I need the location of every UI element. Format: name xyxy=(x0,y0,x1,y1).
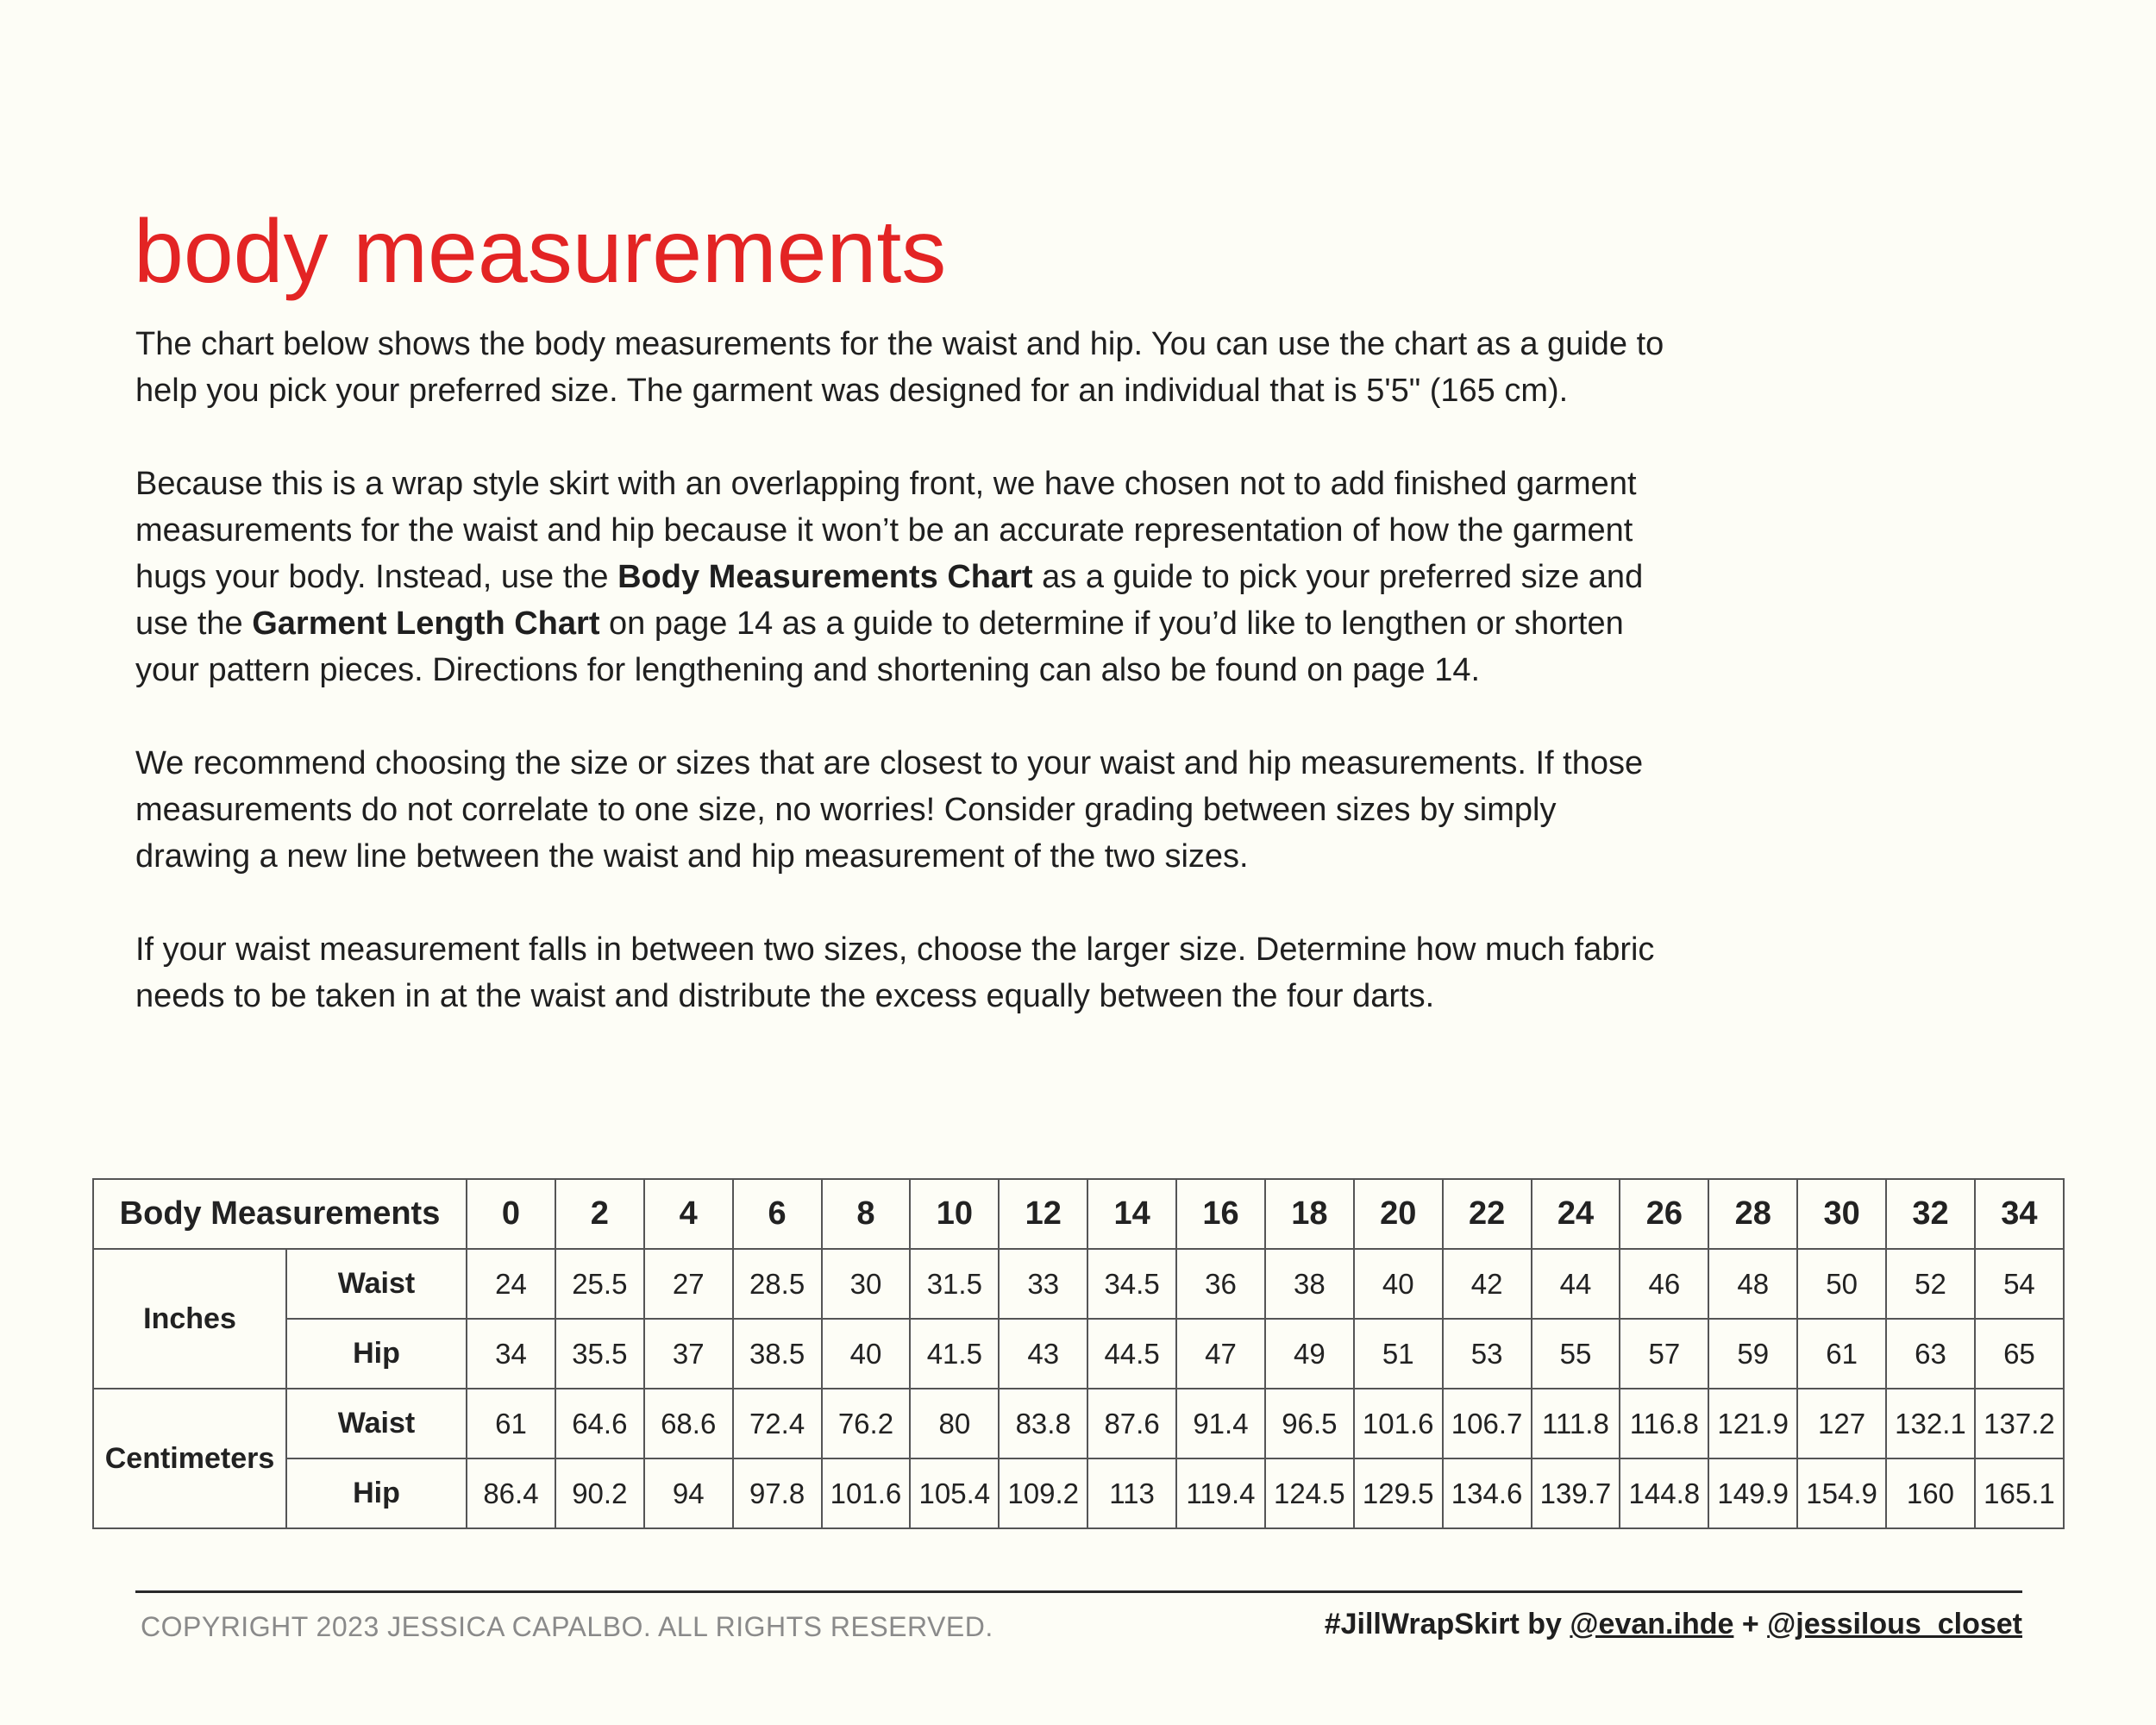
measurement-cell: 52 xyxy=(1886,1249,1975,1319)
measurement-label: Waist xyxy=(286,1389,467,1458)
unit-label: Inches xyxy=(93,1249,286,1389)
table-row xyxy=(93,1389,2064,1458)
measurement-cell: 27 xyxy=(644,1249,733,1319)
measurement-cell: 34 xyxy=(467,1319,555,1389)
measurement-cell: 44 xyxy=(1532,1249,1620,1319)
copyright-notice: COPYRIGHT 2023 JESSICA CAPALBO. ALL RIGHTS RESERVED. xyxy=(141,1611,993,1642)
measurement-cell: 61 xyxy=(1797,1319,1886,1389)
measurement-cell: 54 xyxy=(1975,1249,2064,1319)
measurement-cell: 31.5 xyxy=(910,1249,999,1319)
measurement-cell: 41.5 xyxy=(910,1319,999,1389)
measurement-cell: 25.5 xyxy=(555,1249,644,1319)
measurement-cell: 38 xyxy=(1265,1249,1354,1319)
table-header-label: Body Measurements xyxy=(93,1179,467,1249)
handle-link-jessilous[interactable]: @jessilous_closet xyxy=(1767,1608,2022,1640)
footer-credits xyxy=(1325,1608,2022,1641)
size-header: 18 xyxy=(1265,1179,1354,1249)
measurement-cell: 61 xyxy=(467,1389,555,1458)
measurement-cell: 116.8 xyxy=(1620,1389,1708,1458)
size-header: 8 xyxy=(822,1179,911,1249)
measurement-cell: 149.9 xyxy=(1708,1458,1797,1528)
measurement-cell: 36 xyxy=(1176,1249,1265,1319)
intro-text xyxy=(135,321,1670,1066)
measurement-cell: 154.9 xyxy=(1797,1458,1886,1528)
size-header: 12 xyxy=(999,1179,1087,1249)
size-header: 10 xyxy=(910,1179,999,1249)
measurement-cell: 137.2 xyxy=(1975,1389,2064,1458)
measurement-label: Waist xyxy=(286,1249,467,1319)
measurement-cell: 119.4 xyxy=(1176,1458,1265,1528)
size-header: 26 xyxy=(1620,1179,1708,1249)
footer-divider xyxy=(135,1590,2022,1593)
measurement-cell: 24 xyxy=(467,1249,555,1319)
measurement-cell: 43 xyxy=(999,1319,1087,1389)
garment-length-chart-ref: Garment Length Chart xyxy=(252,605,600,642)
paragraph-chart-intro: The chart below shows the body measurements for the waist and hip. You can use the chart as a guide to help you pick your preferred size. The garment was designed for an individual that is 5'5" (165 cm). xyxy=(135,326,1664,409)
measurement-cell: 139.7 xyxy=(1532,1458,1620,1528)
paragraph-between-sizes: If your waist measurement falls in between two sizes, choose the larger size. Determine how much fabric needs to be taken in at the waist and distribute the excess equally between the four darts. xyxy=(135,932,1655,1014)
measurement-cell: 111.8 xyxy=(1532,1389,1620,1458)
measurement-cell: 160 xyxy=(1886,1458,1975,1528)
size-header: 32 xyxy=(1886,1179,1975,1249)
measurement-cell: 34.5 xyxy=(1087,1249,1176,1319)
measurement-cell: 94 xyxy=(644,1458,733,1528)
measurement-cell: 35.5 xyxy=(555,1319,644,1389)
measurement-cell: 121.9 xyxy=(1708,1389,1797,1458)
size-header: 28 xyxy=(1708,1179,1797,1249)
measurement-cell: 63 xyxy=(1886,1319,1975,1389)
measurement-cell: 87.6 xyxy=(1087,1389,1176,1458)
paragraph-wrap-style xyxy=(135,461,1670,693)
measurement-cell: 144.8 xyxy=(1620,1458,1708,1528)
measurement-cell: 109.2 xyxy=(999,1458,1087,1528)
size-header: 4 xyxy=(644,1179,733,1249)
measurement-cell: 97.8 xyxy=(733,1458,822,1528)
measurement-cell: 53 xyxy=(1443,1319,1532,1389)
measurement-cell: 165.1 xyxy=(1975,1458,2064,1528)
measurement-cell: 113 xyxy=(1087,1458,1176,1528)
measurement-cell: 55 xyxy=(1532,1319,1620,1389)
measurement-cell: 96.5 xyxy=(1265,1389,1354,1458)
measurement-cell: 37 xyxy=(644,1319,733,1389)
measurement-cell: 134.6 xyxy=(1443,1458,1532,1528)
table-row xyxy=(93,1319,2064,1389)
measurement-cell: 48 xyxy=(1708,1249,1797,1319)
measurement-label: Hip xyxy=(286,1458,467,1528)
measurement-label: Hip xyxy=(286,1319,467,1389)
measurement-cell: 83.8 xyxy=(999,1389,1087,1458)
measurement-cell: 40 xyxy=(1354,1249,1443,1319)
unit-label: Centimeters xyxy=(93,1389,286,1528)
measurement-cell: 28.5 xyxy=(733,1249,822,1319)
paragraph-grading: We recommend choosing the size or sizes that are closest to your waist and hip measurements. If those measurements do not correlate to one size, no worries! Consider grading between sizes by simply drawing a new line between the waist and hip measurement of the two sizes. xyxy=(135,745,1644,875)
body-measurements-table xyxy=(92,1178,2065,1529)
measurement-cell: 40 xyxy=(822,1319,911,1389)
measurement-cell: 30 xyxy=(822,1249,911,1319)
measurement-cell: 50 xyxy=(1797,1249,1886,1319)
measurement-cell: 90.2 xyxy=(555,1458,644,1528)
measurement-cell: 101.6 xyxy=(1354,1389,1443,1458)
measurement-cell: 91.4 xyxy=(1176,1389,1265,1458)
measurement-cell: 64.6 xyxy=(555,1389,644,1458)
measurement-cell: 127 xyxy=(1797,1389,1886,1458)
measurement-cell: 46 xyxy=(1620,1249,1708,1319)
measurement-cell: 72.4 xyxy=(733,1389,822,1458)
size-header: 2 xyxy=(555,1179,644,1249)
measurement-cell: 124.5 xyxy=(1265,1458,1354,1528)
measurement-cell: 51 xyxy=(1354,1319,1443,1389)
size-header: 34 xyxy=(1975,1179,2064,1249)
paragraph-wrap-style-part-2: as a guide to pick your preferred size and use the xyxy=(135,559,1644,642)
measurement-cell: 65 xyxy=(1975,1319,2064,1389)
measurement-cell: 38.5 xyxy=(733,1319,822,1389)
size-header: 16 xyxy=(1176,1179,1265,1249)
handle-link-evan[interactable]: @evan.ihde xyxy=(1570,1608,1734,1640)
paragraph-wrap-style-part-1: Because this is a wrap style skirt with an overlapping front, we have chosen not to add finished garment measurements for the waist and hip because it won’t be an accurate representation of how the garment hugs your body. Instead, use the xyxy=(135,466,1637,595)
size-header: 22 xyxy=(1443,1179,1532,1249)
measurement-cell: 80 xyxy=(910,1389,999,1458)
body-measurements-chart-ref: Body Measurements Chart xyxy=(617,559,1033,595)
hashtag-text: #JillWrapSkirt by xyxy=(1324,1608,1570,1640)
measurement-cell: 68.6 xyxy=(644,1389,733,1458)
page-title: body measurements xyxy=(134,201,947,302)
measurement-cell: 129.5 xyxy=(1354,1458,1443,1528)
measurement-cell: 42 xyxy=(1443,1249,1532,1319)
measurement-cell: 44.5 xyxy=(1087,1319,1176,1389)
size-header: 20 xyxy=(1354,1179,1443,1249)
measurement-cell: 59 xyxy=(1708,1319,1797,1389)
measurement-cell: 86.4 xyxy=(467,1458,555,1528)
size-header: 14 xyxy=(1087,1179,1176,1249)
measurement-cell: 49 xyxy=(1265,1319,1354,1389)
measurement-cell: 47 xyxy=(1176,1319,1265,1389)
measurement-cell: 33 xyxy=(999,1249,1087,1319)
size-header: 6 xyxy=(733,1179,822,1249)
paragraph-wrap-style-part-3: on page 14 as a guide to determine if you’d like to lengthen or shorten your pattern pieces. Directions for lengthening and shortening can also be found on page 14. xyxy=(135,605,1624,688)
measurement-cell: 101.6 xyxy=(822,1458,911,1528)
measurement-cell: 76.2 xyxy=(822,1389,911,1458)
measurement-cell: 57 xyxy=(1620,1319,1708,1389)
table-row xyxy=(93,1249,2064,1319)
credits-joiner: + xyxy=(1733,1608,1768,1640)
size-header: 24 xyxy=(1532,1179,1620,1249)
measurement-cell: 105.4 xyxy=(910,1458,999,1528)
size-header: 30 xyxy=(1797,1179,1886,1249)
size-header: 0 xyxy=(467,1179,555,1249)
measurement-cell: 132.1 xyxy=(1886,1389,1975,1458)
measurement-cell: 106.7 xyxy=(1443,1389,1532,1458)
table-header-row xyxy=(93,1179,2064,1249)
table-row xyxy=(93,1458,2064,1528)
